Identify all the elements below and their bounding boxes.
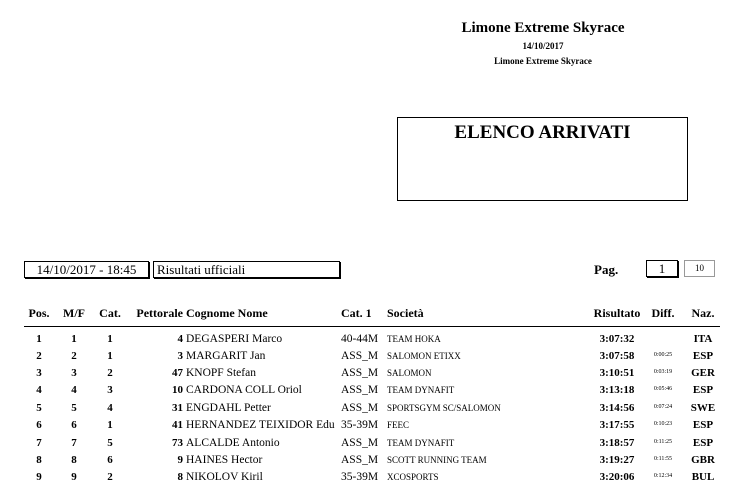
cell-pettorale: 41 xyxy=(172,419,183,431)
cell-risultato: 3:07:32 xyxy=(599,333,635,345)
cell-cat1: 35-39M xyxy=(341,419,379,431)
cell-pos: 6 xyxy=(36,419,42,431)
cell-pettorale: 31 xyxy=(172,402,183,414)
header-risultato: Risultato xyxy=(593,306,641,320)
cell-diff: 0:11:55 xyxy=(653,456,673,462)
cell-societa: TEAM DYNAFIT xyxy=(387,385,455,395)
header-naz: Naz. xyxy=(691,306,715,320)
cell-societa: FEEC xyxy=(387,420,410,430)
header-pettorale: Pettorale xyxy=(136,306,183,320)
print-datetime: 14/10/2017 - 18:45 xyxy=(24,261,149,278)
cell-cat1: ASS_M xyxy=(341,454,379,466)
cell-name: ALCALDE Antonio xyxy=(186,437,280,449)
header-diff: Diff. xyxy=(651,306,675,320)
cell-cat: 4 xyxy=(107,402,113,414)
event-subtitle: Limone Extreme Skyrace xyxy=(494,56,592,66)
cell-name: DEGASPERI Marco xyxy=(186,333,283,345)
cell-societa: TEAM DYNAFIT xyxy=(387,438,455,448)
table-header xyxy=(0,306,741,322)
cell-pos: 3 xyxy=(36,367,42,379)
cell-societa: SALOMON xyxy=(387,368,432,378)
header-cat1: Cat. 1 xyxy=(341,306,372,320)
page-label: Pag. xyxy=(594,262,619,277)
cell-risultato: 3:18:57 xyxy=(599,437,635,449)
cell-pettorale: 73 xyxy=(172,437,183,449)
cell-risultato: 3:07:58 xyxy=(599,350,635,362)
cell-cat1: ASS_M xyxy=(341,402,379,414)
cell-risultato: 3:10:51 xyxy=(599,367,635,379)
event-title: Limone Extreme Skyrace xyxy=(461,20,625,36)
cell-pos: 4 xyxy=(36,384,42,396)
cell-societa: XCOSPORTS xyxy=(387,472,439,482)
table-row xyxy=(0,333,741,350)
cell-cat: 2 xyxy=(107,367,113,379)
cell-name: HERNANDEZ TEIXIDOR Edu xyxy=(186,419,335,431)
cell-risultato: 3:13:18 xyxy=(599,384,635,396)
report-title: ELENCO ARRIVATI xyxy=(454,122,631,143)
cell-pos: 2 xyxy=(36,350,42,362)
cell-cat: 1 xyxy=(107,419,113,431)
cell-cat1: 35-39M xyxy=(341,471,379,483)
table-row xyxy=(0,350,741,367)
cell-naz: GER xyxy=(691,367,715,379)
header-name: Cognome Nome xyxy=(186,306,268,320)
cell-societa: SCOTT RUNNING TEAM xyxy=(387,455,487,465)
table-row xyxy=(0,471,741,488)
table-row xyxy=(0,402,741,419)
cell-pettorale: 4 xyxy=(177,333,183,345)
cell-naz: ESP xyxy=(692,350,714,362)
header-divider xyxy=(24,326,720,327)
cell-pettorale: 9 xyxy=(177,454,183,466)
cell-diff: 0:05:46 xyxy=(653,386,673,392)
cell-cat1: ASS_M xyxy=(341,384,379,396)
cell-pos: 7 xyxy=(36,437,42,449)
cell-name: KNOPF Stefan xyxy=(186,367,256,379)
cell-naz: ESP xyxy=(692,384,714,396)
cell-cat: 2 xyxy=(107,471,113,483)
cell-societa: SALOMON ETIXX xyxy=(387,351,461,361)
cell-diff: 0:10:23 xyxy=(653,421,673,427)
cell-mf: 4 xyxy=(71,384,77,396)
table-row xyxy=(0,367,741,384)
cell-name: CARDONA COLL Oriol xyxy=(186,384,302,396)
current-page: 1 xyxy=(646,260,678,277)
results-status: Risultati ufficiali xyxy=(153,261,340,278)
cell-cat1: 40-44M xyxy=(341,333,379,345)
cell-name: ENGDAHL Petter xyxy=(186,402,271,414)
table-row xyxy=(0,384,741,401)
cell-name: NIKOLOV Kiril xyxy=(186,471,263,483)
cell-diff: 0:00:25 xyxy=(653,352,673,358)
cell-cat: 1 xyxy=(107,350,113,362)
table-row xyxy=(0,437,741,454)
cell-naz: BUL xyxy=(691,471,715,483)
cell-societa: TEAM HOKA xyxy=(387,334,441,344)
cell-mf: 1 xyxy=(71,333,77,345)
cell-pos: 1 xyxy=(36,333,42,345)
table-row xyxy=(0,454,741,471)
cell-pettorale: 3 xyxy=(177,350,183,362)
header-pos: Pos. xyxy=(28,306,50,320)
cell-pos: 9 xyxy=(36,471,42,483)
header-mf: M/F xyxy=(63,306,85,320)
cell-pos: 8 xyxy=(36,454,42,466)
cell-diff: 0:03:19 xyxy=(653,369,673,375)
cell-cat1: ASS_M xyxy=(341,437,379,449)
cell-naz: ESP xyxy=(692,419,714,431)
cell-cat: 1 xyxy=(107,333,113,345)
cell-mf: 8 xyxy=(71,454,77,466)
cell-cat: 5 xyxy=(107,437,113,449)
cell-diff: 0:07:24 xyxy=(653,404,673,410)
cell-risultato: 3:19:27 xyxy=(599,454,635,466)
cell-risultato: 3:17:55 xyxy=(599,419,635,431)
cell-naz: ESP xyxy=(692,437,714,449)
cell-societa: SPORTSGYM SC/SALOMON xyxy=(387,403,501,413)
cell-pettorale: 47 xyxy=(172,367,183,379)
cell-mf: 5 xyxy=(71,402,77,414)
cell-naz: GBR xyxy=(691,454,715,466)
table-row xyxy=(0,419,741,436)
cell-mf: 9 xyxy=(71,471,77,483)
cell-diff: 0:11:25 xyxy=(653,439,673,445)
cell-diff xyxy=(643,333,683,335)
cell-cat1: ASS_M xyxy=(341,367,379,379)
cell-diff: 0:12:34 xyxy=(653,473,673,479)
cell-cat: 6 xyxy=(107,454,113,466)
cell-pettorale: 10 xyxy=(172,384,183,396)
cell-mf: 7 xyxy=(71,437,77,449)
total-pages: 10 xyxy=(684,260,715,277)
cell-mf: 2 xyxy=(71,350,77,362)
report-title-box xyxy=(397,117,688,201)
header-cat: Cat. xyxy=(99,306,121,320)
cell-name: MARGARIT Jan xyxy=(186,350,266,362)
cell-name: HAINES Hector xyxy=(186,454,263,466)
cell-cat: 3 xyxy=(107,384,113,396)
cell-cat1: ASS_M xyxy=(341,350,379,362)
cell-mf: 6 xyxy=(71,419,77,431)
cell-naz: SWE xyxy=(690,402,716,414)
header-societa: Società xyxy=(387,306,424,320)
event-date: 14/10/2017 xyxy=(522,41,564,51)
cell-pos: 5 xyxy=(36,402,42,414)
cell-naz: ITA xyxy=(693,333,713,345)
cell-mf: 3 xyxy=(71,367,77,379)
cell-risultato: 3:20:06 xyxy=(599,471,635,483)
cell-risultato: 3:14:56 xyxy=(599,402,635,414)
cell-pettorale: 8 xyxy=(177,471,183,483)
